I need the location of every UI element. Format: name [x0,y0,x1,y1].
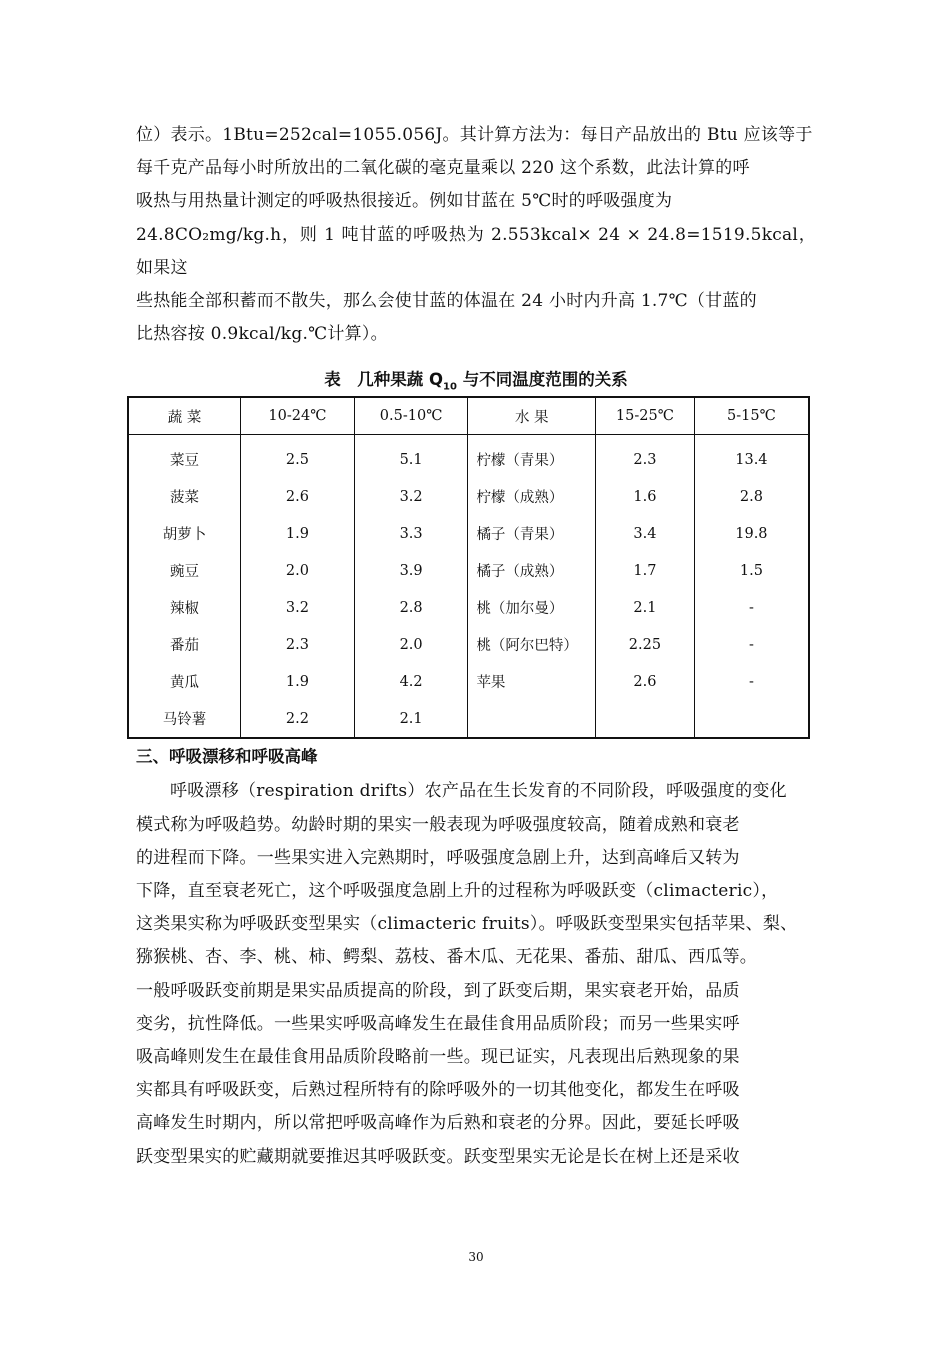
paragraph-line: 下降，直至衰老死亡，这个呼吸强度急剧上升的过程称为呼吸跃变（climacteric）， [136,881,779,902]
paragraph-line: 些热能全部积蓄而不散失，那么会使甘蓝的体温在 24 小时内升高 1.7℃（甘蓝的 [136,291,757,312]
table-header-row [128,397,809,435]
cell-fruit: 桃（阿尔巴特） [468,626,596,663]
cell-vegetable: 菠菜 [128,478,241,515]
cell-value: 2.6 [241,478,355,515]
cell-vegetable: 豌豆 [128,552,241,589]
paragraph-line: 呼吸漂移（respiration drifts）农产品在生长发育的不同阶段，呼吸强度的变化 [170,781,787,802]
cell-value: 3.2 [354,478,468,515]
cell-value: 2.0 [241,552,355,589]
cell-value: - [694,663,809,700]
cell-value: 2.0 [354,626,468,663]
paragraph-line: 吸热与用热量计测定的呼吸热很接近。例如甘蓝在 5℃时的呼吸强度为 [136,191,673,212]
cell-value: - [694,589,809,626]
table-row [128,552,809,589]
header-fruit-range-1: 15-25℃ [596,397,695,435]
cell-vegetable: 黄瓜 [128,663,241,700]
q10-table [127,396,810,739]
cell-value: 2.1 [596,589,695,626]
page-content [136,119,816,1174]
cell-fruit: 柠檬（青果） [468,435,596,479]
paragraph-line: 一般呼吸跃变前期是果实品质提高的阶段，到了跃变后期，果实衰老开始，品质 [136,980,740,1001]
header-vegetable: 蔬 菜 [128,397,241,435]
cell-value [596,700,695,738]
header-fruit-range-2: 5-15℃ [694,397,809,435]
cell-value: 2.5 [241,435,355,479]
paragraph-line: 高峰发生时期内，所以常把呼吸高峰作为后熟和衰老的分界。因此，要延长呼吸 [136,1113,740,1134]
paragraph-line: 实都具有呼吸跃变，后熟过程所特有的除呼吸外的一切其他变化，都发生在呼吸 [136,1080,740,1101]
cell-value: 2.1 [354,700,468,738]
section-heading: 三、呼吸漂移和呼吸高峰 [136,747,318,767]
cell-value: 2.6 [596,663,695,700]
table-row [128,478,809,515]
cell-value: 2.3 [241,626,355,663]
cell-value: 2.2 [241,700,355,738]
cell-value: 3.2 [241,589,355,626]
cell-value [694,700,809,738]
cell-value: 1.9 [241,515,355,552]
table-title-subscript: 10 [443,381,457,393]
table-title [136,366,816,393]
cell-value: 5.1 [354,435,468,479]
paragraph-line: 每千克产品每小时所放出的二氧化碳的毫克量乘以 220 这个系数，此法计算的呼 [136,158,750,179]
cell-value: 1.5 [694,552,809,589]
paragraph-line: 位）表示。1Btu=252cal=1055.056J。其计算方法为：每日产品放出的 Btu 应该等于 [136,125,813,145]
cell-fruit: 柠檬（成熟） [468,478,596,515]
table-row [128,626,809,663]
cell-value: 2.25 [596,626,695,663]
table-title-prefix: 表 几种果蔬 Q [324,370,444,390]
paragraph-line: 24.8CO₂mg/kg.h，则 1 吨甘蓝的呼吸热为 2.553kcal× 24 × 24.8=1519.5kcal，如果这 [136,224,816,278]
cell-vegetable: 菜豆 [128,435,241,479]
table-row [128,589,809,626]
cell-fruit [468,700,596,738]
paragraph-line: 吸高峰则发生在最佳食用品质阶段略前一些。现已证实，凡表现出后熟现象的果 [136,1047,740,1068]
cell-value: - [694,626,809,663]
cell-value: 1.9 [241,663,355,700]
cell-vegetable: 辣椒 [128,589,241,626]
header-veg-range-1: 10-24℃ [241,397,355,435]
cell-value: 13.4 [694,435,809,479]
cell-value: 3.9 [354,552,468,589]
cell-value: 4.2 [354,663,468,700]
cell-value: 3.4 [596,515,695,552]
page-number: 30 [468,1250,484,1264]
table-title-suffix: 与不同温度范围的关系 [456,370,628,390]
cell-value: 2.8 [354,589,468,626]
cell-value: 2.3 [596,435,695,479]
paragraph-line: 跃变型果实的贮藏期就要推迟其呼吸跃变。跃变型果实无论是长在树上还是采收 [136,1146,740,1167]
cell-vegetable: 胡萝卜 [128,515,241,552]
cell-fruit: 橘子（青果） [468,515,596,552]
paragraph-line: 这类果实称为呼吸跃变型果实（climacteric fruits）。呼吸跃变型果实包括苹果、梨、 [136,914,798,935]
cell-value: 1.6 [596,478,695,515]
paragraph-line: 比热容按 0.9kcal/kg.℃计算）。 [136,324,388,345]
paragraph-line: 猕猴桃、杏、李、桃、柿、鳄梨、荔枝、番木瓜、无花果、番茄、甜瓜、西瓜等。 [136,947,757,968]
cell-value: 19.8 [694,515,809,552]
cell-fruit: 橘子（成熟） [468,552,596,589]
cell-value: 2.8 [694,478,809,515]
paragraph-line: 的进程而下降。一些果实进入完熟期时，呼吸强度急剧上升，达到高峰后又转为 [136,847,740,868]
cell-value: 1.7 [596,552,695,589]
cell-fruit: 苹果 [468,663,596,700]
table-row [128,700,809,738]
header-veg-range-2: 0.5-10℃ [354,397,468,435]
intro-paragraph [136,119,816,351]
body-paragraph [136,775,816,1173]
paragraph-line: 模式称为呼吸趋势。幼龄时期的果实一般表现为呼吸强度较高，随着成熟和衰老 [136,814,740,835]
cell-fruit: 桃（加尔曼） [468,589,596,626]
table-row [128,435,809,479]
cell-vegetable: 马铃薯 [128,700,241,738]
cell-vegetable: 番茄 [128,626,241,663]
paragraph-line: 变劣，抗性降低。一些果实呼吸高峰发生在最佳食用品质阶段；而另一些果实呼 [136,1013,740,1034]
table-row [128,663,809,700]
cell-value: 3.3 [354,515,468,552]
table-row [128,515,809,552]
header-fruit: 水 果 [468,397,596,435]
